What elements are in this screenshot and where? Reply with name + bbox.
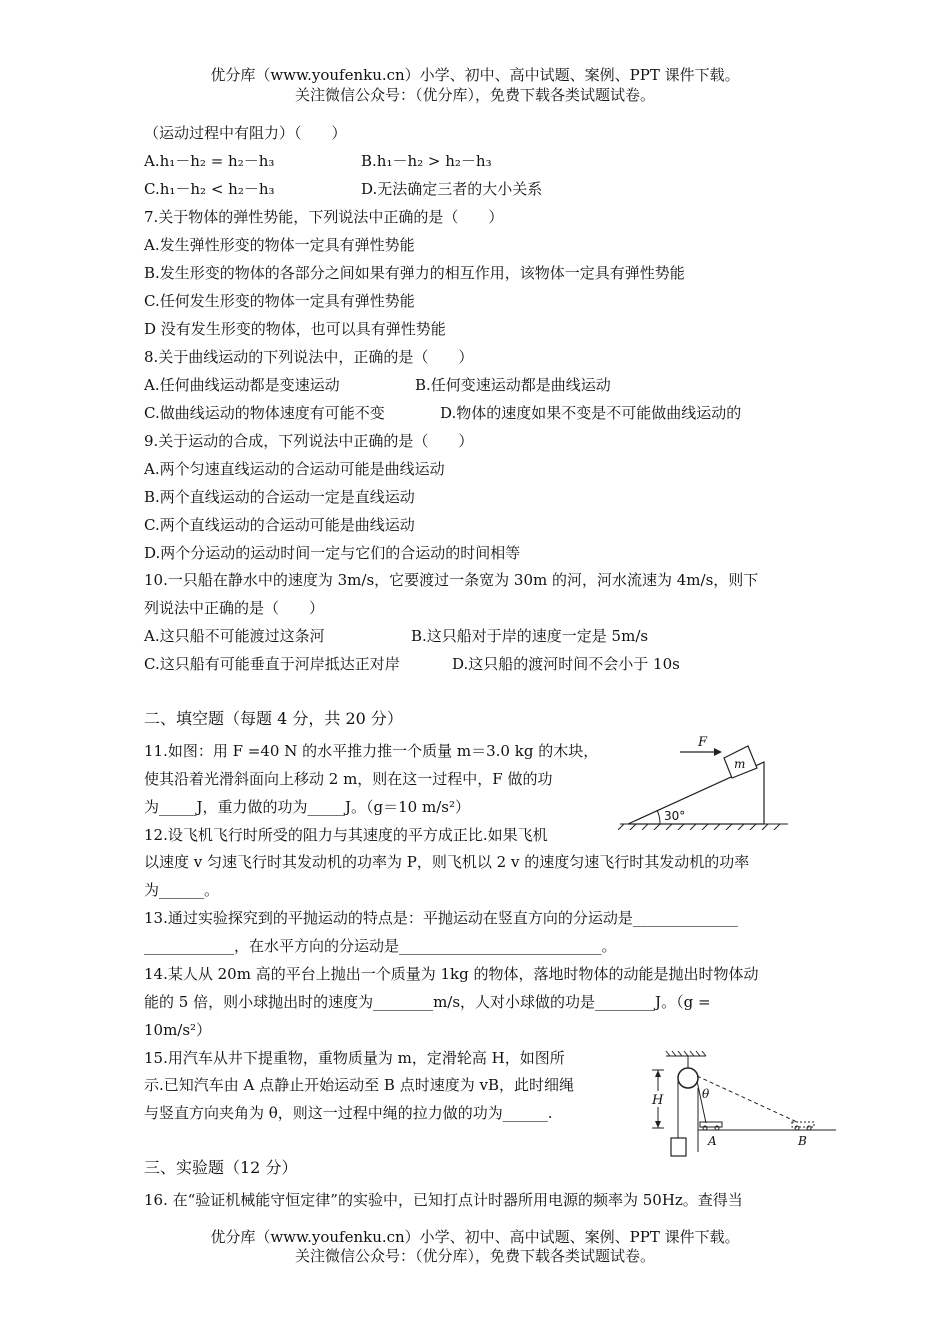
height-arrow-up — [655, 1070, 661, 1077]
rope-to-b — [697, 1076, 797, 1122]
q7-option-a: A.发生弹性形变的物体一定具有弹性势能 — [144, 236, 415, 254]
ground-hatch — [618, 824, 788, 830]
force-arrowhead — [714, 748, 722, 756]
block-mass-label: m — [734, 757, 746, 771]
q10-stem-line-1: 10.一只船在静水中的速度为 3m/s，它要渡过一条宽为 30m 的河，河水流速为 4m/s，则下 — [144, 571, 759, 589]
q9-option-c: C.两个直线运动的合运动可能是曲线运动 — [144, 516, 415, 534]
q6-option-d: D.无法确定三者的大小关系 — [361, 180, 543, 198]
q7-option-d: D 没有发生形变的物体，也可以具有弹性势能 — [144, 320, 446, 338]
q15-line-3: 与竖直方向夹角为 θ，则这一过程中绳的拉力做的功为______. — [144, 1104, 553, 1122]
q8-stem: 8.关于曲线运动的下列说法中，正确的是（ ） — [144, 348, 474, 366]
section-2-title: 二、填空题（每题 4 分，共 20 分） — [144, 709, 403, 728]
pulley-wheel — [678, 1068, 698, 1088]
q11-line-2: 使其沿着光滑斜面向上移动 2 m，则在这一过程中，F 做的功 — [144, 770, 553, 788]
footer-line-2: 关注微信公众号：（优分库），免费下载各类试题试卷。 — [294, 1247, 655, 1265]
q9-option-a: A.两个匀速直线运动的合运动可能是曲线运动 — [144, 460, 445, 478]
weight-box — [671, 1138, 686, 1156]
q9-stem: 9.关于运动的合成，下列说法中正确的是（ ） — [144, 432, 474, 450]
q14-line-2: 能的 5 倍，则小球抛出时的速度为________m/s，人对小球做的功是________J。（g = — [144, 993, 711, 1011]
point-b-label: B — [798, 1134, 807, 1148]
q8-option-a: A.任何曲线运动都是变速运动 — [144, 376, 340, 394]
q10-option-b: B.这只船对于岸的速度一定是 5m/s — [411, 627, 649, 645]
q8-option-c: C.做曲线运动的物体速度有可能不变 — [144, 404, 385, 422]
q11-line-3: 为_____J，重力做的功为_____J。（g＝10 m/s²） — [144, 798, 470, 816]
angle-arc — [657, 810, 660, 824]
height-arrow-down — [655, 1121, 661, 1128]
height-label: H — [652, 1093, 664, 1108]
q12-line-1: 12.设飞机飞行时所受的阻力与其速度的平方成正比.如果飞机 — [144, 826, 548, 844]
point-a-label: A — [708, 1134, 717, 1148]
q7-option-c: C.任何发生形变的物体一定具有弹性势能 — [144, 292, 415, 310]
q10-option-d: D.这只船的渡河时间不会小于 10s — [452, 655, 680, 673]
theta-label: θ — [702, 1087, 710, 1101]
header-line-1: 优分库（www.youfenku.cn）小学、初中、高中试题、案例、PPT 课件下载。 — [210, 66, 740, 84]
q10-option-c: C.这只船有可能垂直于河岸抵达正对岸 — [144, 655, 400, 673]
q9-option-b: B.两个直线运动的合运动一定是直线运动 — [144, 488, 415, 506]
q15-line-1: 15.用汽车从井下提重物，重物质量为 m，定滑轮高 H，如图所 — [144, 1049, 565, 1067]
q15-line-2: 示.已知汽车由 A 点静止开始运动至 B 点时速度为 vB，此时细绳 — [144, 1076, 574, 1094]
q14-line-3: 10m/s²） — [144, 1021, 212, 1039]
q12-line-3: 为______。 — [144, 881, 220, 899]
footer-line-1: 优分库（www.youfenku.cn）小学、初中、高中试题、案例、PPT 课件下载。 — [210, 1228, 740, 1246]
ceiling-hatch — [666, 1051, 706, 1056]
pulley-figure — [642, 1048, 838, 1164]
q6-option-a: A.h₁－h₂ = h₂－h₃ — [144, 152, 275, 170]
q10-option-a: A.这只船不可能渡过这条河 — [144, 627, 325, 645]
header-line-2: 关注微信公众号：（优分库），免费下载各类试题试卷。 — [294, 86, 655, 104]
q6-option-b: B.h₁－h₂ > h₂－h₃ — [361, 152, 492, 170]
q9-option-d: D.两个分运动的运动时间一定与它们的合运动的时间相等 — [144, 544, 521, 562]
incline-figure — [618, 732, 790, 830]
q7-stem: 7.关于物体的弹性势能，下列说法中正确的是（ ） — [144, 208, 504, 226]
q13-line-2: ____________，在水平方向的分运动是___________________________。 — [144, 937, 617, 955]
q8-option-d: D.物体的速度如果不变是不可能做曲线运动的 — [440, 404, 742, 422]
q6-option-c: C.h₁－h₂ < h₂－h₃ — [144, 180, 275, 198]
q12-line-2: 以速度 v 匀速飞行时其发动机的功率为 P，则飞机以 2 v 的速度匀速飞行时其发动机的功率 — [144, 853, 750, 871]
q7-option-b: B.发生形变的物体的各部分之间如果有弹力的相互作用，该物体一定具有弹性势能 — [144, 264, 685, 282]
q16-line-1: 16. 在“验证机械能守恒定律”的实验中，已知打点计时器所用电源的频率为 50Hz。查得当 — [144, 1191, 743, 1209]
q13-line-1: 13.通过实验探究到的平抛运动的特点是：平抛运动在竖直方向的分运动是______________ — [144, 909, 738, 927]
q8-option-b: B.任何变速运动都是曲线运动 — [415, 376, 611, 394]
angle-label: 30° — [664, 809, 686, 823]
q14-line-1: 14.某人从 20m 高的平台上抛出一个质量为 1kg 的物体，落地时物体的动能是抛出时物体动 — [144, 965, 759, 983]
force-label: F — [698, 735, 708, 750]
section-3-title: 三、实验题（12 分） — [144, 1158, 298, 1177]
q11-line-1: 11.如图：用 F =40 N 的水平推力推一个质量 m＝3.0 kg 的木块， — [144, 742, 599, 760]
q6-continuation: （运动过程中有阻力）（ ） — [144, 124, 347, 142]
q10-stem-line-2: 列说法中正确的是（ ） — [144, 599, 325, 617]
